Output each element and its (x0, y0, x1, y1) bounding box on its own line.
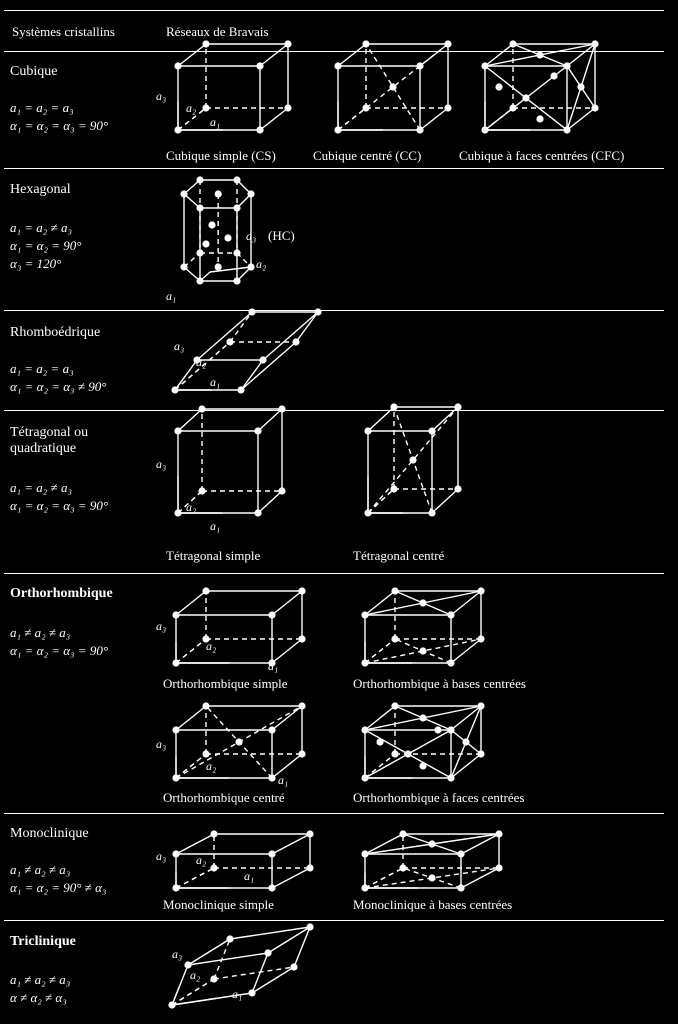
lattice-atom (298, 587, 305, 594)
lattice-atom (454, 485, 461, 492)
axis-label: a₁ (210, 375, 221, 389)
system-eq2-tetragonal: α₁ = α₂ = α₃ = 90° (10, 498, 109, 513)
face-diagonal (451, 730, 481, 754)
system-eq1-monoclinique: a₁ ≠ a₂ ≠ a₃ (10, 862, 71, 877)
axis-label: a₂ (186, 500, 197, 514)
lattice-atom (210, 864, 217, 871)
lattice-atom (254, 509, 261, 516)
axis-label: a₁ (268, 659, 279, 673)
lattice-atom (278, 405, 285, 412)
system-eq1-rhomboedrique: a₁ = a₂ = a₃ (10, 361, 74, 376)
hex-atom-inner (202, 240, 209, 247)
axis-a2-arrow (365, 870, 399, 888)
system-eq1-orthorhombique: a₁ ≠ a₂ ≠ a₃ (10, 625, 71, 640)
lattice-atom (298, 635, 305, 642)
lattice-atom-face-center (495, 83, 502, 90)
base-diagonal (403, 834, 461, 854)
hex-atom (196, 204, 203, 211)
caption-mono-bases-centrees: Monoclinique à bases centrées (353, 897, 513, 912)
lattice-atom (202, 587, 209, 594)
axis-label: a₃ (156, 89, 167, 103)
system-name-tetragonal-2: quadratique (10, 441, 77, 456)
lattice-atom (172, 850, 179, 857)
lattice-edge (197, 312, 252, 360)
system-eq1-triclinique: a₁ ≠ a₂ ≠ a₃ (10, 972, 71, 987)
lattice-edge (188, 953, 268, 965)
lattice-atom-face-center (434, 726, 441, 733)
lattice-edge (172, 979, 214, 1005)
lattice-atom (364, 427, 371, 434)
caption-ortho-bases-centrees: Orthorhombique à bases centrées (353, 676, 526, 691)
system-eq2-hexagonal: α₁ = α₂ = 90° (10, 238, 82, 253)
lattice-edge (420, 108, 448, 130)
system-name-rhomboedrique: Rhomboédrique (10, 325, 101, 340)
lattice-atom (278, 487, 285, 494)
hex-atom (233, 176, 240, 183)
lattice-edge (258, 491, 282, 513)
system-name-hexagonal: Hexagonal (10, 182, 71, 197)
axis-label: a₂ (190, 968, 201, 982)
lattice-edge (432, 489, 458, 513)
lattice-atom (248, 989, 255, 996)
system-eq1-tetragonal: a₁ = a₂ ≠ a₃ (10, 480, 72, 495)
lattice-atom (391, 750, 398, 757)
lattice-atom (306, 830, 313, 837)
lattice-edge (241, 342, 296, 390)
axis-label: a₃ (172, 947, 183, 961)
hex-atom (180, 190, 187, 197)
axis-label: a₃ (156, 737, 167, 751)
lattice-atom (172, 611, 179, 618)
lattice-atom (226, 338, 233, 345)
lattice-atom (264, 949, 271, 956)
hex-atom (247, 190, 254, 197)
system-eq1-cubique: a₁ = a₂ = a₃ (10, 100, 74, 115)
lattice-edge (272, 868, 310, 888)
lattice-atom-origin (171, 386, 178, 393)
lattice-atom (314, 308, 321, 315)
system-eq2-orthorhombique: α₁ = α₂ = α₃ = 90° (10, 643, 109, 658)
lattice-edge (252, 967, 294, 993)
lattice-atom (306, 923, 313, 930)
lattice-atom-origin (174, 509, 181, 516)
lattice-atom (210, 830, 217, 837)
system-name-triclinique: Triclinique (10, 934, 76, 949)
lattice-edge (263, 312, 318, 360)
hex-atom-inner (224, 234, 231, 241)
axis-label: a₃ (174, 339, 185, 353)
axis-label: a₂ (196, 853, 207, 867)
axis-label: a₂ (196, 355, 207, 369)
caption-ortho-simple: Orthorhombique simple (163, 676, 288, 691)
lattice-atom (284, 40, 291, 47)
lattice-atom (306, 864, 313, 871)
lattice-atom (198, 405, 205, 412)
system-eq2-monoclinique: α₁ = α₂ = 90° ≠ α₃ (10, 880, 107, 895)
lattice-atom (428, 427, 435, 434)
lattice-atom (174, 62, 181, 69)
lattice-atom (268, 850, 275, 857)
lattice-edge (176, 591, 206, 615)
caption-ortho-centre: Orthorhombique centré (163, 790, 285, 805)
lattice-atom (259, 356, 266, 363)
lattice-atom-origin (174, 126, 181, 133)
lattice-edge (432, 407, 458, 431)
lattice-atom (174, 427, 181, 434)
system-eq2-triclinique: α ≠ α₂ ≠ α₃ (10, 990, 67, 1005)
lattice-edge (260, 108, 288, 130)
lattice-edge (230, 927, 310, 939)
system-eq3-hexagonal: α₃ = 120° (10, 256, 62, 271)
lattice-edge (368, 407, 394, 431)
hex-atom (180, 263, 187, 270)
lattice-atom (256, 126, 263, 133)
caption-cubique-simple: Cubique simple (CS) (166, 148, 276, 163)
lattice-atom (210, 975, 217, 982)
header-systems: Systèmes cristallins (12, 24, 115, 39)
hex-atom-inner (208, 221, 215, 228)
lattice-atom-origin (168, 1001, 175, 1008)
axis-label: a₂ (206, 759, 217, 773)
hex-atom (196, 249, 203, 256)
face-diagonal (567, 66, 595, 108)
axis-label: a₃ (156, 849, 167, 863)
base-diagonal (395, 639, 451, 663)
face-diagonal (513, 44, 567, 66)
system-eq1-hexagonal: a₁ = a₂ ≠ a₃ (10, 220, 72, 235)
caption-cubique-faces-centrees: Cubique à faces centrées (CFC) (459, 148, 625, 163)
system-name-monoclinique: Monoclinique (10, 826, 89, 841)
lattice-atom (226, 935, 233, 942)
face-diagonal (395, 706, 451, 730)
axis-a2-arrow (176, 641, 203, 663)
lattice-edge (188, 939, 230, 965)
lattice-atom (256, 62, 263, 69)
hex-atom (233, 204, 240, 211)
axis-a2-arrow (365, 756, 392, 778)
system-name-cubique: Cubique (10, 64, 58, 79)
axis-label: a₁ (210, 115, 221, 129)
lattice-edge (176, 706, 206, 730)
lattice-atom (254, 427, 261, 434)
base-diagonal (395, 591, 451, 615)
system-eq2-rhomboedrique: α₁ = α₂ = α₃ ≠ 90° (10, 379, 107, 394)
lattice-edge (258, 409, 282, 431)
lattice-atom-origin (172, 659, 179, 666)
hex-atom (196, 176, 203, 183)
lattice-edge (176, 834, 214, 854)
hex-atom (233, 277, 240, 284)
axis-a1-arrow (200, 272, 210, 281)
axis-label: a₁ (244, 869, 255, 883)
axis-a2-arrow (176, 870, 210, 888)
lattice-edge (272, 834, 310, 854)
lattice-atom (237, 386, 244, 393)
lattice-edge (272, 706, 302, 730)
lattice-edge (260, 44, 288, 66)
hex-atom (233, 249, 240, 256)
lattice-edge (268, 927, 310, 953)
axis-label: a₁ (232, 987, 243, 1001)
lattice-edge (461, 868, 499, 888)
axis-label: a₃ (246, 229, 257, 243)
lattice-atom (268, 884, 275, 891)
caption-tetragonal-simple: Tétragonal simple (166, 548, 261, 563)
lattice-atom (298, 750, 305, 757)
axis-a2-arrow (176, 756, 203, 778)
axis-label: a₃ (156, 619, 167, 633)
lattice-atom (444, 104, 451, 111)
lattice-atom (172, 726, 179, 733)
lattice-atom (284, 104, 291, 111)
axis-label: a₁ (210, 519, 221, 533)
axis-label: a₁ (278, 773, 289, 787)
axis-a1-arrow (172, 998, 216, 1005)
caption-hc: (HC) (268, 228, 295, 243)
lattice-edge (214, 967, 294, 979)
lattice-atom (290, 963, 297, 970)
lattice-atom (202, 40, 209, 47)
axis-label: a₂ (186, 101, 197, 115)
body-diagonal (394, 407, 432, 513)
caption-mono-simple: Monoclinique simple (163, 897, 274, 912)
lattice-edge (296, 312, 318, 342)
lattice-atom (334, 62, 341, 69)
caption-cubique-centre: Cubique centré (CC) (313, 148, 422, 163)
lattice-edge (272, 591, 302, 615)
lattice-edge (338, 44, 366, 66)
lattice-edge (178, 44, 206, 66)
lattice-atom (268, 611, 275, 618)
caption-tetragonal-centre: Tétragonal centré (353, 548, 445, 563)
lattice-atom (268, 726, 275, 733)
lattice-atom (248, 308, 255, 315)
lattice-atom (202, 104, 209, 111)
caption-ortho-faces-centrees: Orthorhombique à faces centrées (353, 790, 525, 805)
lattice-atom-origin (172, 884, 179, 891)
header-bravais: Réseaux de Bravais (166, 24, 269, 39)
lattice-edge (241, 360, 263, 390)
lattice-edge (178, 409, 202, 431)
axis-label: a₂ (256, 257, 267, 271)
lattice-atom-face-center (536, 115, 543, 122)
lattice-edge (294, 927, 310, 967)
lattice-edge (230, 312, 252, 342)
system-eq2-cubique: α₁ = α₂ = α₃ = 90° (10, 118, 109, 133)
axis-label: a₂ (206, 639, 217, 653)
system-name-tetragonal: Tétragonal ou (10, 425, 89, 440)
axis-label: a₃ (156, 457, 167, 471)
system-name-orthorhombique: Orthorhombique (10, 586, 113, 601)
lattice-atom (292, 338, 299, 345)
axis-label: a₁ (166, 289, 177, 303)
base-diagonal (403, 868, 461, 888)
lattice-atom (202, 750, 209, 757)
